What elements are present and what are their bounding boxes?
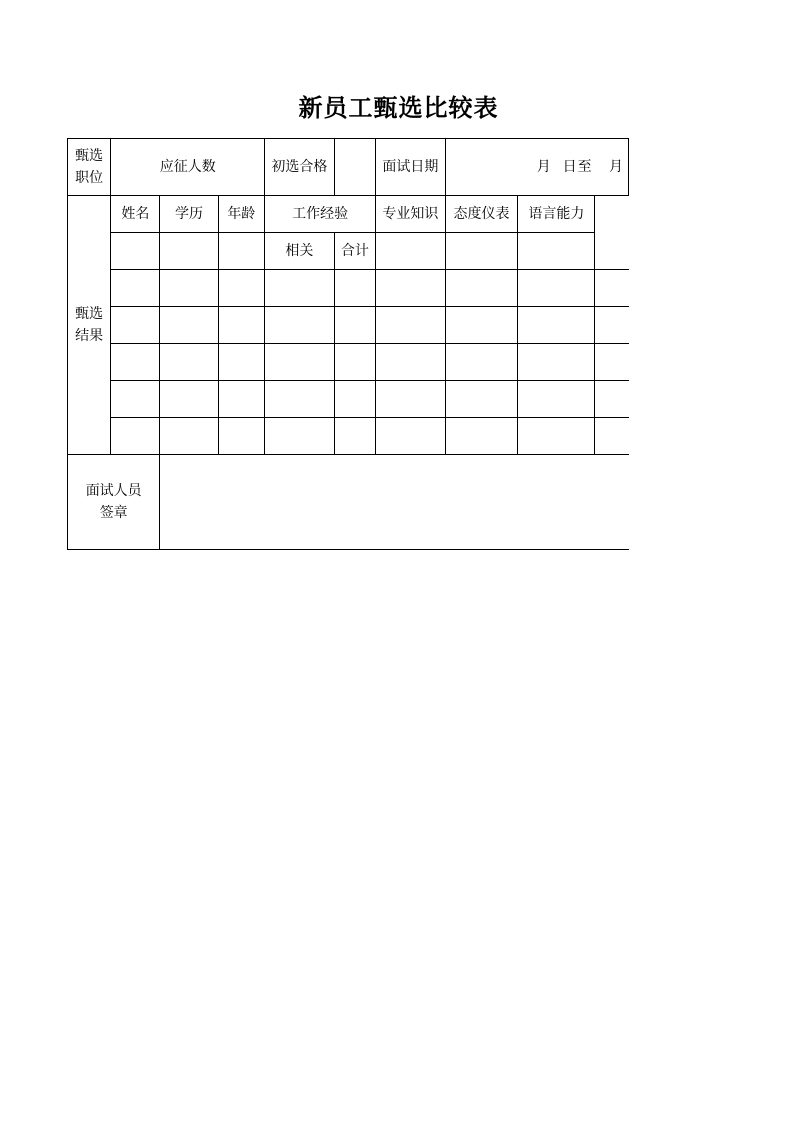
col-total: 合计 [334,233,376,270]
table-cell[interactable] [218,344,265,381]
table-cell[interactable] [111,418,160,455]
table-cell[interactable] [445,233,518,270]
table-cell[interactable] [518,381,595,418]
table-cell[interactable] [376,307,446,344]
table-cell[interactable] [518,307,595,344]
table-cell[interactable] [111,381,160,418]
table-cell[interactable] [518,270,595,307]
interview-date-range[interactable] [445,139,628,196]
table-cell[interactable] [111,270,160,307]
table-cell[interactable] [160,418,218,455]
table-row [68,344,629,381]
table-cell[interactable] [160,381,218,418]
table-cell[interactable] [160,307,218,344]
table-cell[interactable] [334,307,376,344]
table-row [68,381,629,418]
table-row [68,270,629,307]
table-cell[interactable] [595,344,629,381]
table-cell[interactable] [265,307,335,344]
table-cell[interactable] [160,344,218,381]
table-cell[interactable] [218,381,265,418]
table-row [68,418,629,455]
applicants-label: 应征人数 [111,139,265,196]
table-cell[interactable] [265,270,335,307]
table-row [68,307,629,344]
table-cell[interactable] [218,418,265,455]
table-cell[interactable] [265,418,335,455]
blank-cell [595,233,629,270]
table-cell[interactable] [518,344,595,381]
table-cell[interactable] [376,344,446,381]
table-cell[interactable] [445,307,518,344]
col-education: 学历 [160,196,218,233]
col-language: 语言能力 [518,196,595,233]
table-cell[interactable] [111,344,160,381]
table-cell[interactable] [595,307,629,344]
table-cell[interactable] [111,233,160,270]
col-age: 年龄 [218,196,265,233]
table-cell[interactable] [445,270,518,307]
col-expertise: 专业知识 [376,196,446,233]
col-demeanor: 态度仪表 [445,196,518,233]
table-cell[interactable] [334,344,376,381]
form-table-container [67,138,629,550]
date-range-text: 月 日至 月 [536,159,624,175]
interview-date-label: 面试日期 [376,139,446,196]
results-label: 甄选 结果 [68,196,111,455]
table-cell[interactable] [334,270,376,307]
table-cell[interactable] [218,233,265,270]
table-cell[interactable] [265,344,335,381]
blank-cell [595,196,629,233]
signature-row [68,455,629,550]
table-cell[interactable] [445,418,518,455]
page-title: 新员工甄选比较表 [298,93,499,122]
table-cell[interactable] [160,233,218,270]
header-row [68,139,629,196]
col-name: 姓名 [111,196,160,233]
table-cell[interactable] [518,233,595,270]
table-cell[interactable] [376,233,446,270]
table-cell[interactable] [376,418,446,455]
table-cell[interactable] [265,381,335,418]
position-label: 甄选 职位 [68,139,111,196]
table-cell[interactable] [218,270,265,307]
table-cell[interactable] [376,270,446,307]
table-cell[interactable] [595,270,629,307]
signature-area[interactable] [160,455,629,550]
prelim-qualified-value[interactable] [334,139,376,196]
table-cell[interactable] [111,307,160,344]
col-related: 相关 [265,233,335,270]
prelim-qualified-label: 初选合格 [265,139,335,196]
signature-label: 面试人员 签章 [68,455,160,550]
table-cell[interactable] [445,344,518,381]
selection-comparison-table [67,138,629,550]
col-work-experience: 工作经验 [265,196,376,233]
table-cell[interactable] [445,381,518,418]
table-cell[interactable] [218,307,265,344]
sub-header-row [68,233,629,270]
table-cell[interactable] [160,270,218,307]
column-header-row [68,196,629,233]
table-cell[interactable] [518,418,595,455]
table-cell[interactable] [595,381,629,418]
table-cell[interactable] [595,418,629,455]
table-cell[interactable] [334,381,376,418]
table-cell[interactable] [334,418,376,455]
table-cell[interactable] [376,381,446,418]
